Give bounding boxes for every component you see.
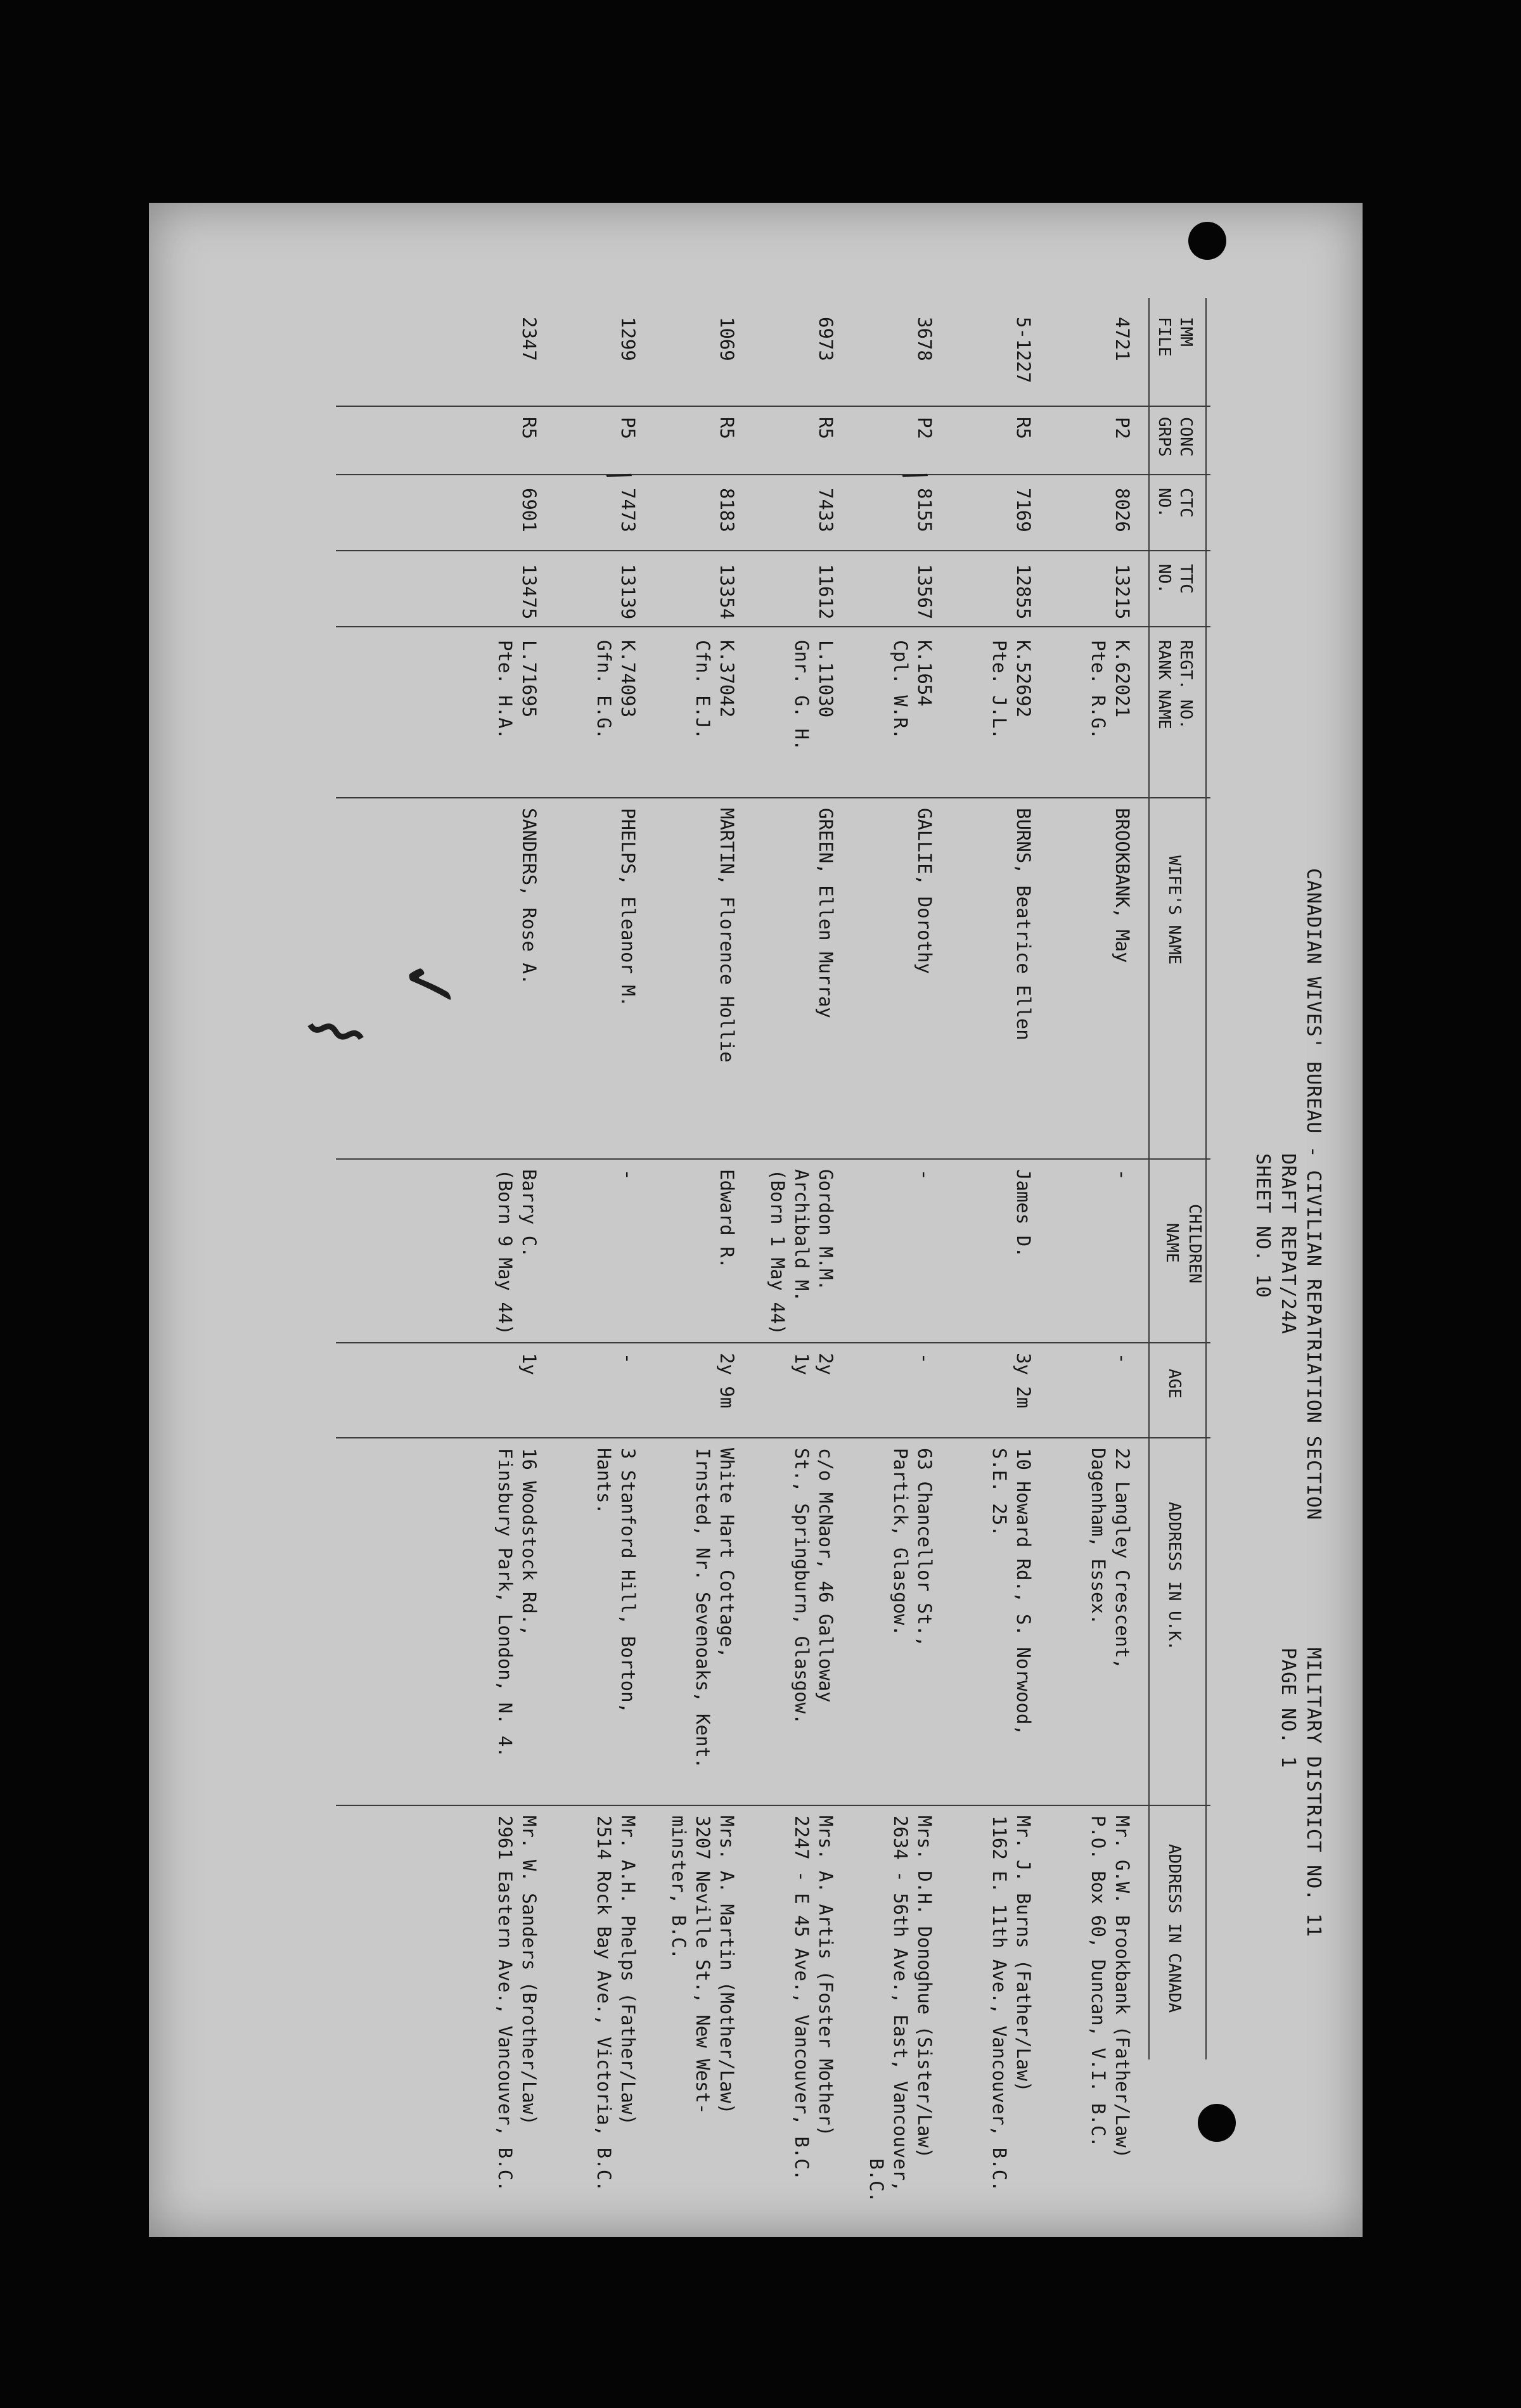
ttc-no: 13475	[518, 564, 540, 620]
col-header-wife: WIFE'S NAME	[1165, 855, 1184, 965]
address-uk: 3 Stanford Hill, Borton, Hants.	[593, 1448, 639, 1714]
regt-rank-name: L.11030 Gnr. G. H.	[791, 640, 837, 751]
wife-name: BURNS, Beatrice Ellen	[1013, 808, 1034, 1041]
address-uk: c/o McNaor, 46 Galloway St., Springburn, Glasgow.	[791, 1448, 837, 1725]
document-sheet	[149, 203, 1363, 2237]
imm-file: 6973	[815, 317, 837, 361]
child-name: Gordon M.M. Archibald M. (Born 1 May 44)	[767, 1169, 837, 1335]
child-age: -	[1112, 1353, 1133, 1364]
regt-rank-name: K.1654 Cpl. W.R.	[890, 640, 935, 740]
child-name: -	[617, 1169, 639, 1181]
imm-file: 4721	[1112, 317, 1133, 361]
child-age: -	[617, 1353, 639, 1364]
ttc-no: 13215	[1112, 564, 1133, 620]
imm-file: 2347	[518, 317, 540, 361]
regt-rank-name: K.37042 Cfn. E.J.	[692, 640, 738, 740]
form-title: CANADIAN WIVES' BUREAU - CIVILIAN REPATRIATION SECTION	[1302, 868, 1325, 1521]
imm-file: 1299	[617, 317, 639, 361]
col-header-address-uk: ADDRESS IN U.K.	[1165, 1502, 1184, 1651]
ctc-no: 7433	[815, 488, 837, 532]
ttc-no: 11612	[815, 564, 837, 620]
handwritten-check-mark: ✓	[383, 950, 474, 1022]
wife-name: PHELPS, Eleanor M.	[617, 808, 639, 1008]
child-name: Edward R.	[716, 1169, 738, 1269]
address-uk: 63 Chancellor St., Partick, Glasgow.	[890, 1448, 935, 1648]
regt-rank-name: K.62021 Pte. R.G.	[1088, 640, 1133, 740]
pen-tick-mark: /	[601, 464, 638, 486]
address-canada: Mrs. A. Martin (Mother/Law) 3207 Neville St., New West- minster, B.C.	[668, 1816, 738, 2115]
address-canada: Mrs. A. Artis (Foster Mother) 2247 - E 45 Ave., Vancouver, B.C.	[791, 1816, 837, 2181]
ttc-no: 13139	[617, 564, 639, 620]
child-age: 1y	[518, 1353, 540, 1375]
ctc-no: 7169	[1013, 488, 1034, 532]
header-bottom-rule	[1148, 298, 1150, 2059]
imm-file: 1069	[716, 317, 738, 361]
col-header-age: AGE	[1165, 1369, 1184, 1399]
wife-name: SANDERS, Rose A.	[518, 808, 540, 985]
address-canada: Mr. G.W. Brookbank (Father/Law) P.O. Box 60, Duncan, V.I. B.C.	[1088, 1816, 1133, 2159]
header-top-rule	[1205, 298, 1207, 2059]
district-label: MILITARY DISTRICT NO. 11	[1302, 1648, 1325, 1938]
col-header-children: CHILDREN	[1185, 1204, 1204, 1284]
address-canada: Mr. J. Burns (Father/Law) 1162 E. 11th Ave., Vancouver, B.C.	[989, 1816, 1034, 2192]
handwritten-scribble-mark: ⌇	[290, 1004, 377, 1058]
table-row	[442, 298, 541, 2192]
address-uk: White Hart Cottage, Irnsted, Nr. Sevenoaks, Kent.	[692, 1448, 738, 1769]
table-row	[739, 298, 838, 2181]
child-name: -	[1112, 1169, 1133, 1181]
table-row	[1036, 298, 1134, 2159]
child-age: 2y 9m	[716, 1353, 738, 1409]
imm-file: 5-1227	[1013, 317, 1034, 383]
ctc-no: 8026	[1112, 488, 1133, 532]
table-row	[937, 298, 1036, 2192]
imm-file: 3678	[914, 317, 935, 361]
child-name: -	[914, 1169, 935, 1181]
col-header-ttc: TTC NO.	[1155, 564, 1195, 594]
wife-name: MARTIN, Florence Hollie	[716, 808, 738, 1063]
ttc-no: 13567	[914, 564, 935, 620]
page-label: PAGE NO. 1	[1277, 1648, 1299, 1769]
repatriation-table	[290, 298, 1210, 2203]
child-name: Barry C. (Born 9 May 44)	[494, 1169, 540, 1335]
col-header-regt: REGT. NO. RANK NAME	[1155, 640, 1195, 729]
ttc-no: 12855	[1013, 564, 1034, 620]
regt-rank-name: K.74093 Gfn. E.G.	[593, 640, 639, 740]
conc-grps: R5	[716, 417, 738, 439]
regt-rank-name: K.52692 Pte. J.L.	[989, 640, 1034, 740]
child-age: 3y 2m	[1013, 1353, 1034, 1409]
address-canada: Mr. A.H. Phelps (Father/Law) 2514 Rock Bay Ave., Victoria, B.C.	[593, 1816, 639, 2192]
col-header-child-name: NAME	[1162, 1223, 1181, 1263]
col-header-ctc: CTC NO.	[1155, 488, 1195, 518]
regt-rank-name: L.71695 Pte. H.A.	[494, 640, 540, 740]
conc-grps: R5	[815, 417, 837, 439]
wife-name: GALLIE, Dorothy	[914, 808, 935, 974]
address-canada: Mrs. D.H. Donoghue (Sister/Law) 2634 - 56th Ave., East, Vancouver, B.C.	[866, 1816, 935, 2203]
ctc-no: 8155	[914, 488, 935, 532]
col-header-file: IMM FILE	[1155, 317, 1195, 357]
child-age: 2y 1y	[791, 1353, 837, 1375]
address-uk: 16 Woodstock Rd., Finsbury Park, London, N. 4.	[494, 1448, 540, 1758]
table-row	[838, 298, 937, 2203]
address-uk: 10 Howard Rd., S. Norwood, S.E. 25.	[989, 1448, 1034, 1736]
pen-tick-mark: /	[897, 464, 934, 486]
draft-label: DRAFT REPAT/24A	[1277, 1153, 1299, 1335]
sheet-label: SHEET NO. 10	[1252, 1153, 1274, 1298]
address-canada: Mr. W. Sanders (Brother/Law) 2961 Eastern Ave., Vancouver, B.C.	[494, 1816, 540, 2192]
conc-grps: R5	[518, 417, 540, 439]
wife-name: BROOKBANK, May	[1112, 808, 1133, 963]
col-header-grps: CONC GRPS	[1155, 417, 1195, 457]
conc-grps: P2	[1112, 417, 1133, 439]
table-row	[640, 298, 739, 2115]
conc-grps: P2	[914, 417, 935, 439]
ctc-no: 7473	[617, 488, 639, 532]
ctc-no: 6901	[518, 488, 540, 532]
table-row	[541, 298, 640, 2192]
wife-name: GREEN, Ellen Murray	[815, 808, 837, 1018]
child-name: James D.	[1013, 1169, 1034, 1258]
ctc-no: 8183	[716, 488, 738, 532]
child-age: -	[914, 1353, 935, 1364]
conc-grps: P5	[617, 417, 639, 439]
address-uk: 22 Langley Crescent, Dagenham, Essex.	[1088, 1448, 1133, 1670]
ttc-no: 13354	[716, 564, 738, 620]
conc-grps: R5	[1013, 417, 1034, 439]
rotated-form	[149, 203, 1363, 2237]
col-header-address-canada: ADDRESS IN CANADA	[1165, 1844, 1184, 2013]
